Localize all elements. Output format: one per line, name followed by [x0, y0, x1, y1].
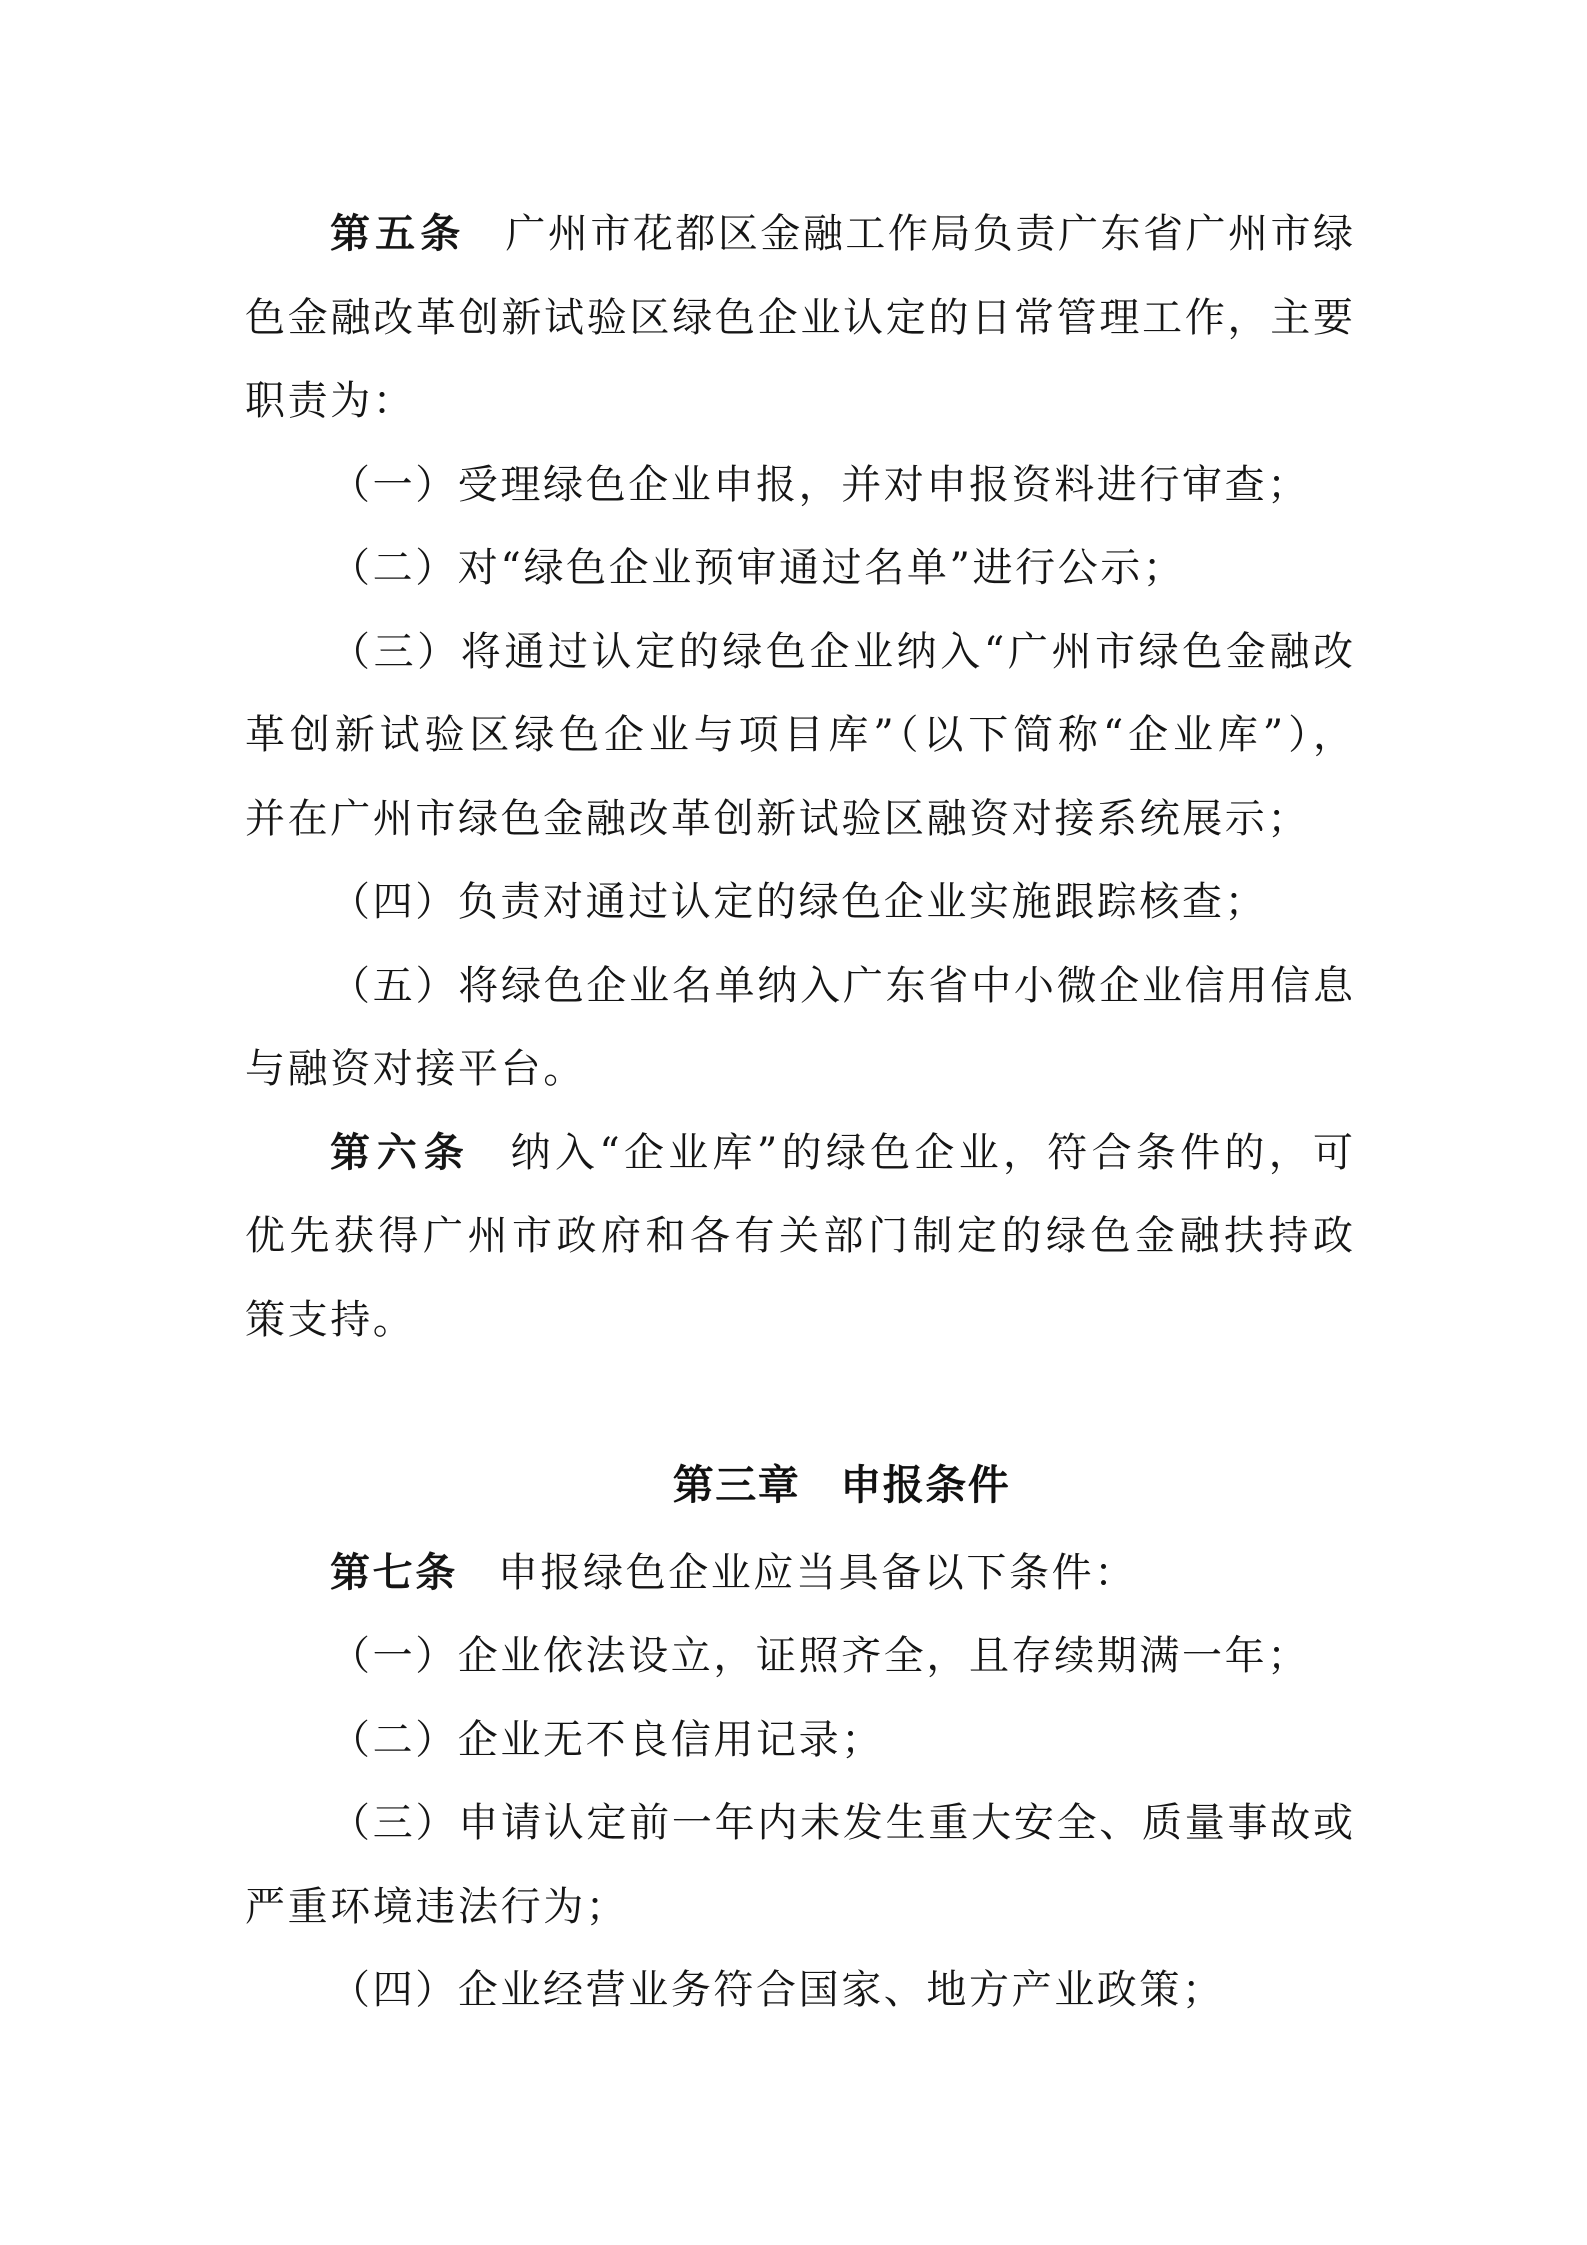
article-5-item-4 [245, 861, 1353, 945]
article-5 [245, 193, 1353, 444]
article-7-label: 第七条 [330, 1549, 458, 1596]
article-7-item-1-line-1: （一）企业依法设立，证照齐全，且存续期满一年； [330, 1633, 1310, 1679]
article-5-item-2 [245, 527, 1353, 611]
article-7-item-4-line-1: （四）企业经营业务符合国家、地方产业政策； [330, 1967, 1225, 2013]
article-5-item-3-line-2: 革创新试验区绿色企业与项目库”（以下简称“企业库”）， [245, 712, 1353, 758]
article-7-item-2 [245, 1699, 1353, 1783]
article-5-item-1 [245, 444, 1353, 528]
article-5-item-5-line-2: 与融资对接平台。 [245, 1046, 586, 1092]
article-5-line-3: 职责为： [245, 378, 416, 424]
article-7-item-3-line-2: 严重环境违法行为； [245, 1883, 629, 1930]
article-5-item-5 [245, 945, 1353, 1112]
article-7-line-1 [245, 1532, 1353, 1616]
article-6-line-2: 优先获得广州市政府和各有关部门制定的绿色金融扶持政 [245, 1213, 1353, 1259]
article-5-text-1: 广州市花都区金融工作局负责广东省广州市绿 [505, 211, 1353, 257]
article-6-line-3: 策支持。 [245, 1296, 416, 1343]
article-5-line-1 [245, 193, 1353, 277]
article-5-item-5-line-1: （五）将绿色企业名单纳入广东省中小微企业信用信息 [330, 962, 1353, 1009]
article-5-item-2-line-1: （二）对“绿色企业预审通过名单”进行公示； [330, 545, 1186, 591]
article-6-line-1 [245, 1112, 1353, 1196]
article-5-label: 第五条 [330, 211, 466, 257]
article-6 [245, 1112, 1353, 1363]
chapter-3-number: 第三章 [672, 1461, 801, 1509]
chapter-3-heading [245, 1444, 1353, 1528]
article-5-line-2: 色金融改革创新试验区绿色企业认定的日常管理工作，主要 [245, 294, 1353, 341]
article-7-item-3 [245, 1782, 1353, 1949]
article-6-label: 第六条 [330, 1129, 471, 1176]
article-7-text-1: 申报绿色企业应当具备以下条件： [497, 1549, 1137, 1596]
article-5-item-4-line-1: （四）负责对通过认定的绿色企业实施跟踪核查； [330, 879, 1268, 925]
article-7-item-2-line-1: （二）企业无不良信用记录； [330, 1716, 884, 1763]
article-7-item-3-line-1: （三）申请认定前一年内未发生重大安全、质量事故或 [330, 1800, 1353, 1846]
article-5-item-1-line-1: （一）受理绿色企业申报，并对申报资料进行审查； [330, 461, 1310, 508]
article-5-item-3 [245, 611, 1353, 862]
article-7-item-4 [245, 1949, 1353, 2033]
chapter-3-title: 申报条件 [840, 1461, 1011, 1509]
article-7 [245, 1532, 1353, 1616]
article-6-text-1: 纳入“企业库”的绿色企业，符合条件的，可 [510, 1129, 1353, 1176]
article-5-item-3-line-3: 并在广州市绿色金融改革创新试验区融资对接系统展示； [245, 795, 1310, 842]
article-7-item-1 [245, 1615, 1353, 1699]
article-5-item-3-line-1: （三）将通过认定的绿色企业纳入“广州市绿色金融改 [330, 628, 1353, 675]
document-body [245, 193, 1353, 2033]
